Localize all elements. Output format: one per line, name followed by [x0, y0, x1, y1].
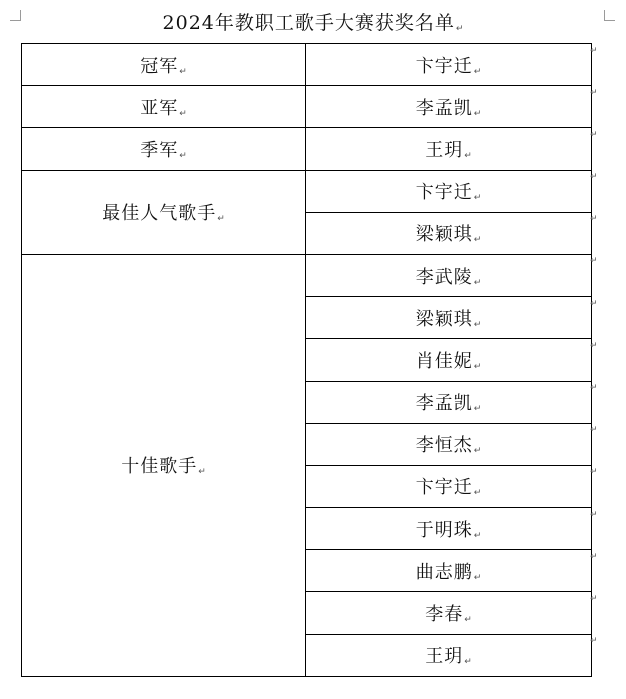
table-row: [22, 128, 592, 170]
paragraph-mark: ↵: [473, 193, 482, 204]
row-end-mark: ↵: [590, 172, 598, 183]
row-end-mark: ↵: [590, 425, 598, 436]
category-label: 最佳人气歌手: [102, 203, 217, 225]
winner-cell[interactable]: [306, 508, 592, 550]
paragraph-mark: ↵: [464, 615, 472, 626]
table-row: [22, 170, 592, 212]
paragraph-mark: ↵: [464, 150, 472, 161]
paragraph-mark: ↵: [473, 488, 482, 499]
document-title: [0, 10, 626, 42]
category-cell[interactable]: [22, 86, 306, 128]
row-end-mark: ↵: [590, 340, 598, 351]
document-title-text: 2024年教职工歌手大赛获奖名单: [162, 12, 455, 34]
row-end-mark: ↵: [590, 214, 598, 225]
winner-name: 曲志鹏: [415, 561, 473, 583]
paragraph-mark: ↵: [179, 66, 187, 77]
winner-name: 李孟凯: [415, 97, 473, 119]
row-end-mark: ↵: [590, 551, 598, 562]
winner-name: 李孟凯: [415, 393, 473, 415]
category-cell[interactable]: [22, 254, 306, 676]
paragraph-mark: ↵: [198, 467, 206, 478]
winner-cell[interactable]: [306, 254, 592, 296]
winner-name: 李恒杰: [415, 435, 473, 457]
category-cell[interactable]: [22, 44, 306, 86]
winner-name: 李春: [425, 604, 464, 626]
paragraph-mark: ↵: [179, 150, 187, 161]
paragraph-mark: ↵: [455, 24, 464, 34]
awards-table: [21, 43, 592, 677]
category-label: 季军: [140, 139, 179, 161]
winner-name: 梁颖琪: [415, 224, 473, 246]
winner-cell[interactable]: [306, 297, 592, 339]
winner-name: 王玥: [425, 139, 464, 161]
paragraph-mark: ↵: [473, 277, 482, 288]
winner-cell[interactable]: [306, 381, 592, 423]
winner-cell[interactable]: [306, 44, 592, 86]
category-cell[interactable]: [22, 170, 306, 254]
winner-name: 卞宇迁: [415, 182, 473, 204]
paragraph-mark: ↵: [179, 108, 187, 119]
paragraph-mark: ↵: [473, 572, 482, 583]
winner-cell[interactable]: [306, 550, 592, 592]
winner-name: 肖佳妮: [415, 350, 473, 372]
winner-cell[interactable]: [306, 634, 592, 676]
winner-cell[interactable]: [306, 465, 592, 507]
paragraph-mark: ↵: [464, 657, 472, 668]
paragraph-mark: ↵: [473, 108, 482, 119]
winner-name: 王玥: [425, 646, 464, 668]
winner-name: 于明珠: [415, 519, 473, 541]
paragraph-mark: ↵: [473, 404, 482, 415]
category-label: 冠军: [140, 55, 179, 77]
table-row: [22, 254, 592, 296]
row-end-mark: ↵: [590, 256, 598, 267]
winner-cell[interactable]: [306, 128, 592, 170]
row-end-mark: ↵: [590, 593, 598, 604]
category-cell[interactable]: [22, 128, 306, 170]
category-label: 亚军: [140, 97, 179, 119]
winner-cell[interactable]: [306, 86, 592, 128]
paragraph-mark: ↵: [473, 66, 482, 77]
row-end-mark: ↵: [590, 87, 598, 98]
paragraph-mark: ↵: [473, 235, 482, 246]
winner-cell[interactable]: [306, 592, 592, 634]
winner-name: 卞宇迁: [415, 477, 473, 499]
row-end-mark: ↵: [590, 129, 598, 140]
winner-name: 梁颖琪: [415, 308, 473, 330]
row-end-mark: ↵: [590, 467, 598, 478]
paragraph-mark: ↵: [473, 446, 482, 457]
paragraph-mark: ↵: [473, 361, 482, 372]
winner-cell[interactable]: [306, 212, 592, 254]
winner-cell[interactable]: [306, 423, 592, 465]
paragraph-mark: ↵: [217, 214, 225, 225]
row-end-mark: ↵: [590, 298, 598, 309]
row-end-mark: ↵: [590, 509, 598, 520]
winner-cell[interactable]: [306, 339, 592, 381]
winner-cell[interactable]: [306, 170, 592, 212]
winner-name: 卞宇迁: [415, 55, 473, 77]
table-row: [22, 86, 592, 128]
paragraph-mark: ↵: [473, 319, 482, 330]
row-end-mark: ↵: [590, 383, 598, 393]
paragraph-mark: ↵: [473, 530, 482, 541]
winner-name: 李武陵: [415, 266, 473, 288]
row-end-mark: ↵: [590, 636, 598, 647]
category-label: 十佳歌手: [121, 456, 198, 478]
row-end-mark: ↵: [590, 45, 598, 56]
table-row: [22, 44, 592, 86]
